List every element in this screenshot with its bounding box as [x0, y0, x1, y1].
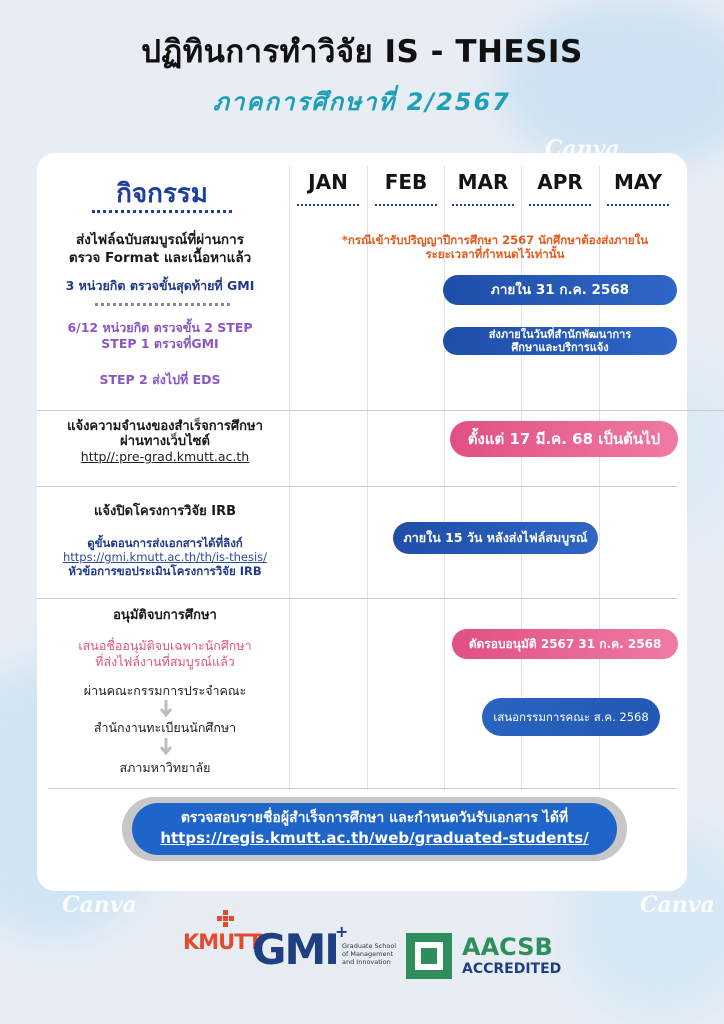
watermark-text: Canva: [640, 892, 715, 918]
month-header-mar: MAR: [457, 170, 509, 194]
graduate-check-banner: [132, 803, 617, 855]
section-title-line: ส่งไฟล์ฉบับสมบูรณ์ที่ผ่านการ: [76, 232, 244, 248]
approval-step: สภามหาวิทยาลัย: [119, 760, 211, 775]
section-title-line: ผ่านทางเว็บไซต์: [120, 434, 210, 449]
section-title: [50, 231, 270, 267]
arrow-down-icon: [160, 700, 172, 718]
approval-note-line: เสนอชื่ออนุมัติจบเฉพาะนักศึกษา: [78, 638, 252, 653]
timeline-bar: ภายใน 15 วัน หลังส่งไฟล์สมบูรณ์: [393, 522, 598, 554]
instruction-line: ดูขั้นตอนการส่งเอกสารได้ที่ลิงก์: [87, 536, 243, 550]
aacsb-emblem-icon: [406, 933, 452, 979]
note-line: ระยะเวลาที่กำหนดไว้เท่านั้น: [425, 247, 565, 261]
instruction-line: หัวข้อการขอประเมินโครงการวิจัย IRB: [68, 564, 262, 578]
gmi-wordmark: GMI: [252, 925, 338, 974]
section-title-line: ตรวจ Format และเนื้อหาแล้ว: [68, 250, 252, 266]
timeline-bar: ภายใน 31 ก.ค. 2568: [443, 275, 677, 305]
approval-note-line: ที่ส่งไฟล์งานที่สมบูรณ์แล้ว: [95, 654, 235, 669]
deadline-note: [310, 233, 680, 261]
header-underline: [375, 204, 437, 206]
activity-item: 3 หน่วยกิต ตรวจขั้นสุดท้ายที่ GMI: [65, 278, 255, 293]
activity-item: STEP 2 ส่งไปที่ EDS: [99, 372, 221, 387]
activity-column-header: กิจกรรม: [116, 179, 208, 209]
watermark-text: Canva: [62, 892, 137, 918]
header-underline: [92, 210, 232, 213]
kmutt-wordmark: KMUTT: [183, 930, 262, 954]
month-header-apr: APR: [537, 170, 583, 194]
section-title: [40, 419, 290, 449]
section-divider: [37, 486, 677, 487]
header-underline: [607, 204, 669, 206]
arrow-down-icon: [160, 738, 172, 756]
month-header-feb: FEB: [384, 170, 428, 194]
dotted-separator: [95, 303, 230, 306]
timeline-bar-line: ศึกษาและบริการแจ้ง: [511, 341, 609, 354]
aacsb-wordmark: AACSB: [462, 933, 553, 961]
section-title: แจ้งปิดโครงการวิจัย IRB: [93, 504, 237, 519]
timeline-bar: เสนอกรรมการคณะ ส.ค. 2568: [482, 698, 660, 736]
header-underline: [297, 204, 359, 206]
irb-instructions: [30, 536, 300, 578]
approval-note: [40, 638, 290, 670]
graduated-students-link[interactable]: https://regis.kmutt.ac.th/web/graduated-students/: [160, 829, 589, 847]
website-link[interactable]: http//:pre-grad.kmutt.ac.th: [80, 449, 250, 464]
timeline-bar: ตั้งแต่ 17 มี.ค. 68 เป็นต้นไป: [450, 421, 678, 457]
kmutt-logo: [183, 910, 262, 982]
activity-item: [45, 320, 275, 352]
section-title: อนุมัติจบการศึกษา: [113, 608, 217, 623]
month-header-may: MAY: [614, 170, 662, 194]
irb-link[interactable]: https://gmi.kmutt.ac.th/th/is-thesis/: [62, 550, 268, 564]
activity-item-line: STEP 1 ตรวจที่GMI: [101, 336, 219, 351]
watermark-text: Canva: [545, 136, 620, 162]
section-divider: [48, 788, 677, 789]
page-title: ปฏิทินการทำวิจัย IS - THESIS: [141, 34, 583, 70]
gmi-logo: [252, 922, 397, 974]
aacsb-accredited: ACCREDITED: [462, 961, 562, 977]
month-header-jan: JAN: [308, 170, 348, 194]
header-underline: [529, 204, 591, 206]
aacsb-logo: [406, 933, 562, 983]
header-underline: [452, 204, 514, 206]
timeline-bar-line: ส่งภายในวันที่สำนักพัฒนาการ: [488, 328, 632, 341]
page-subtitle: ภาคการศึกษาที่ 2/2567: [213, 88, 511, 116]
approval-step: สำนักงานทะเบียนนักศึกษา: [93, 720, 237, 735]
timeline-bar: [443, 327, 677, 355]
timeline-bar: ตัดรอบอนุมัติ 2567 31 ก.ค. 2568: [452, 629, 678, 659]
activity-item-line: 6/12 หน่วยกิต ตรวจขั้น 2 STEP: [67, 320, 253, 335]
note-line: *กรณีเข้ารับปริญญาปีการศึกษา 2567 นักศึกษาต้องส่งภายใน: [341, 233, 649, 247]
banner-text: ตรวจสอบรายชื่อผู้สำเร็จการศึกษา และกำหนดวันรับเอกสาร ได้ที่: [180, 810, 569, 826]
approval-step: ผ่านคณะกรรมการประจำคณะ: [83, 683, 247, 698]
gmi-subtitle: Graduate School of Management and Innovation: [342, 942, 397, 966]
plus-icon: +: [335, 922, 349, 941]
section-title-line: แจ้งความจำนงของสำเร็จการศึกษา: [67, 419, 263, 434]
section-divider: [37, 410, 724, 411]
section-divider: [37, 598, 677, 599]
